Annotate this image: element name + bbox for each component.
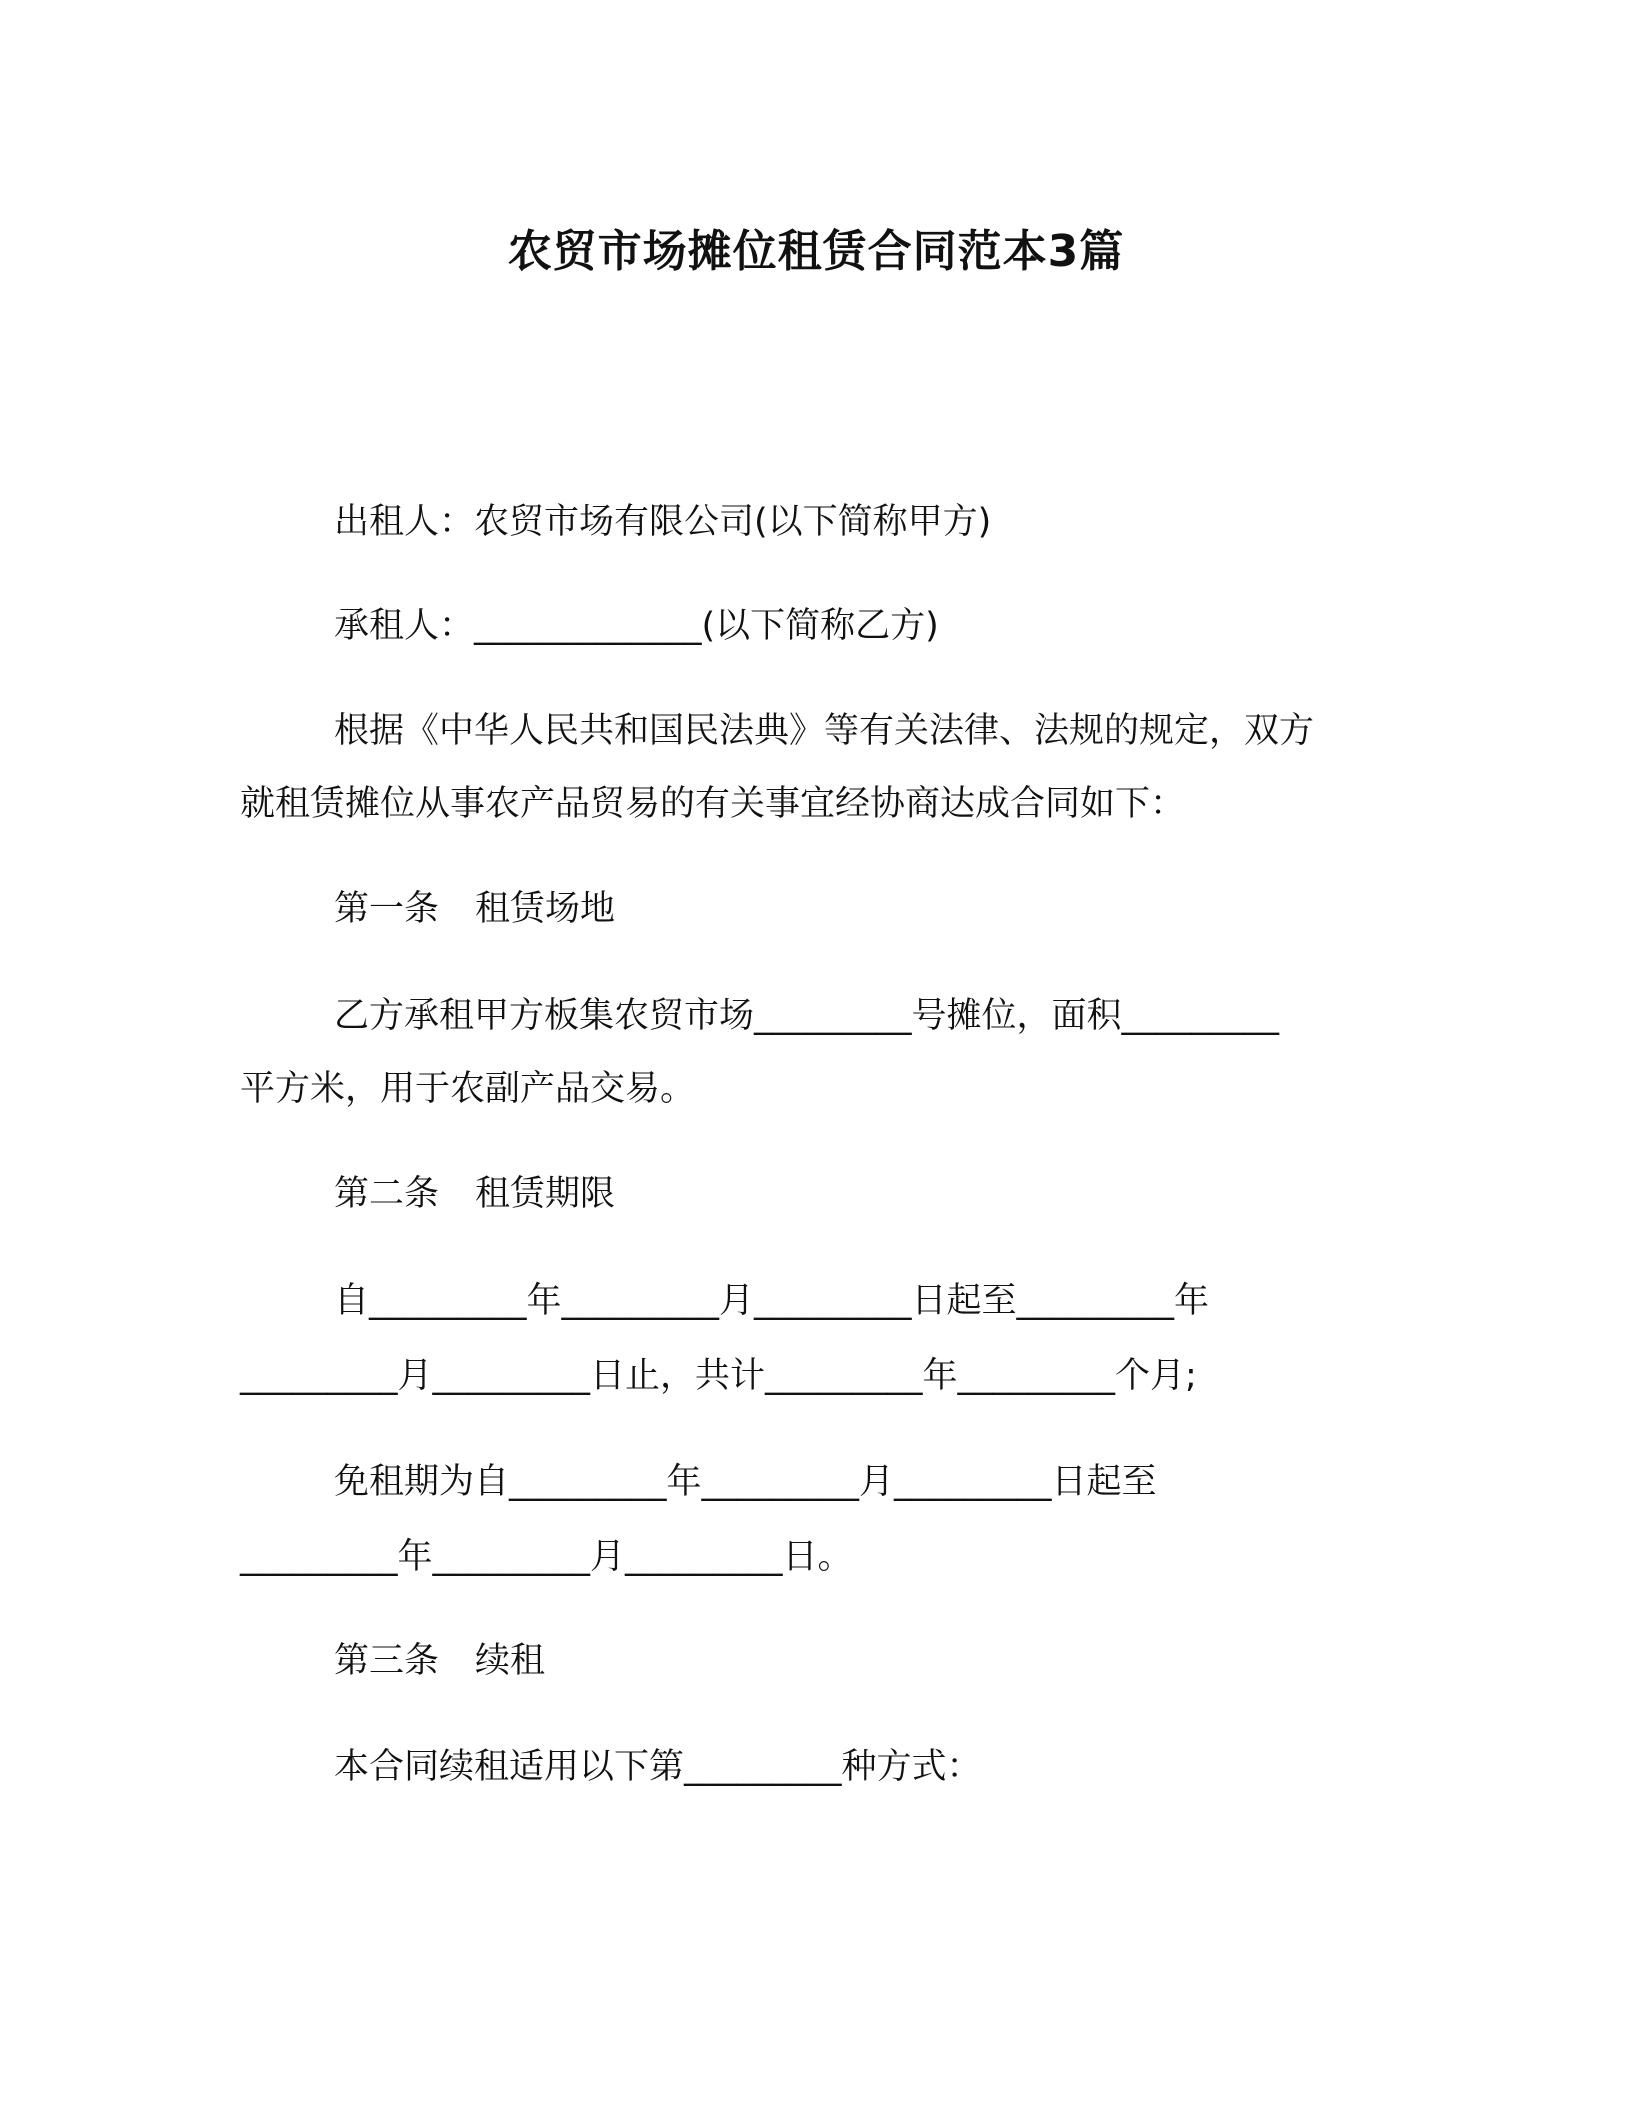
lessor-line: 出租人：农贸市场有限公司(以下简称甲方) — [334, 502, 992, 542]
term-line-2: _________月_________日止，共计_________年_________个月; — [240, 1356, 1197, 1396]
rent-free-line-1: 免租期为自_________年_________月_________日起至 — [334, 1462, 1157, 1502]
rent-free-line-2: _________年_________月_________日。 — [240, 1537, 853, 1577]
article-number: 第一条 — [334, 889, 440, 929]
document-title: 农贸市场摊位租赁合同范本3篇 — [507, 226, 1125, 277]
article-3-heading — [334, 1622, 1484, 1700]
article-title: 租赁场地 — [475, 889, 616, 929]
article-2-heading — [334, 1155, 1484, 1233]
article-title: 租赁期限 — [475, 1174, 616, 1214]
article-1-heading — [334, 870, 1484, 948]
term-line-1: 自_________年_________月_________日起至_________年 — [334, 1281, 1210, 1321]
preamble-line-2: 就租赁摊位从事农产品贸易的有关事宜经协商达成合同如下： — [240, 784, 1186, 824]
article-1-line-2: 平方米，用于农副产品交易。 — [240, 1069, 696, 1109]
article-number: 第二条 — [334, 1174, 440, 1214]
article-title: 续租 — [475, 1641, 546, 1681]
article-1-line-1: 乙方承租甲方板集农贸市场_________号摊位，面积_________ — [334, 996, 1280, 1036]
lessee-line: 承租人：_____________(以下简称乙方) — [334, 606, 939, 646]
article-number: 第三条 — [334, 1641, 440, 1681]
renewal-line: 本合同续租适用以下第_________种方式： — [334, 1747, 982, 1787]
preamble-line-1: 根据《中华人民共和国民法典》等有关法律、法规的规定，双方 — [334, 711, 1315, 751]
